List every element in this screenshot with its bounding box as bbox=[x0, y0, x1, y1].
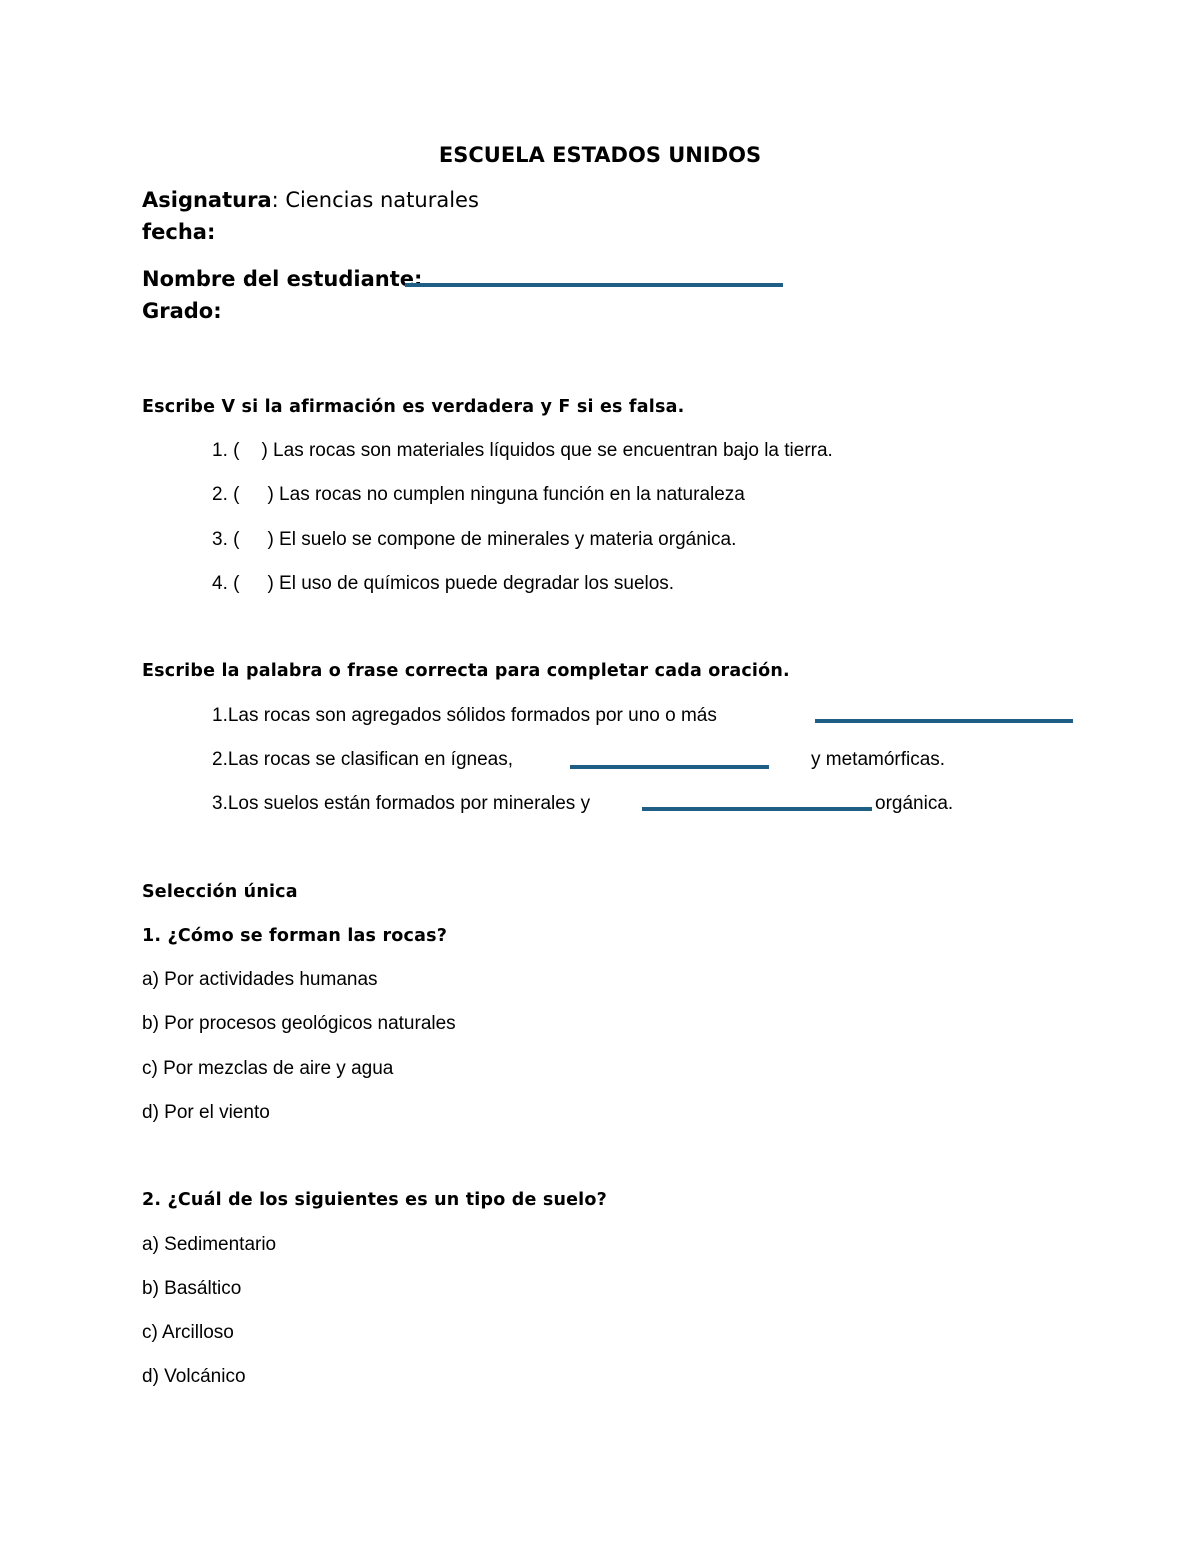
mc-q2-option-c[interactable]: c) Arcilloso bbox=[142, 1322, 234, 1343]
mc-q2-option-b[interactable]: b) Basáltico bbox=[142, 1278, 242, 1299]
mc-question-1: 1. ¿Cómo se forman las rocas? bbox=[142, 926, 448, 946]
student-name-blank[interactable] bbox=[405, 283, 783, 287]
fill-item-3: 3.Los suelos están formados por minerales y bbox=[212, 793, 591, 814]
mc-q1-option-b[interactable]: b) Por procesos geológicos naturales bbox=[142, 1013, 456, 1034]
tf-item-1: 1. ( ) Las rocas son materiales líquidos que se encuentran bajo la tierra. bbox=[212, 440, 833, 461]
fill-blank-3[interactable] bbox=[642, 807, 872, 811]
student-name-label: Nombre del estudiante: bbox=[142, 267, 423, 291]
tf-instruction: Escribe V si la afirmación es verdadera y F si es falsa. bbox=[142, 397, 685, 417]
grade-label: Grado: bbox=[142, 299, 222, 323]
tf-item-2: 2. ( ) Las rocas no cumplen ninguna función en la naturaleza bbox=[212, 484, 745, 505]
fill-instruction: Escribe la palabra o frase correcta para completar cada oración. bbox=[142, 661, 790, 681]
tf-item-3: 3. ( ) El suelo se compone de minerales y materia orgánica. bbox=[212, 529, 737, 550]
tf-item-4: 4. ( ) El uso de químicos puede degradar los suelos. bbox=[212, 573, 675, 594]
mc-q2-option-a[interactable]: a) Sedimentario bbox=[142, 1234, 277, 1255]
fill-blank-1[interactable] bbox=[815, 719, 1073, 723]
fill-item-2: 2.Las rocas se clasifican en ígneas, bbox=[212, 749, 514, 770]
subject-value: : Ciencias naturales bbox=[271, 188, 479, 212]
date-label: fecha: bbox=[142, 220, 216, 244]
mc-q1-option-c[interactable]: c) Por mezclas de aire y agua bbox=[142, 1058, 394, 1079]
mc-q1-option-a[interactable]: a) Por actividades humanas bbox=[142, 969, 378, 990]
mc-q1-option-d[interactable]: d) Por el viento bbox=[142, 1102, 270, 1123]
fill-item-3-after: orgánica. bbox=[875, 793, 954, 814]
subject-label: Asignatura bbox=[142, 188, 272, 212]
mc-q2-option-d[interactable]: d) Volcánico bbox=[142, 1366, 246, 1387]
fill-item-1: 1.Las rocas son agregados sólidos formados por uno o más bbox=[212, 705, 717, 726]
school-title: ESCUELA ESTADOS UNIDOS bbox=[438, 143, 762, 167]
mc-title: Selección única bbox=[142, 882, 298, 902]
fill-item-2-after: y metamórficas. bbox=[811, 749, 946, 770]
mc-question-2: 2. ¿Cuál de los siguientes es un tipo de suelo? bbox=[142, 1190, 607, 1210]
subject-line bbox=[142, 188, 479, 212]
fill-blank-2[interactable] bbox=[570, 765, 769, 769]
